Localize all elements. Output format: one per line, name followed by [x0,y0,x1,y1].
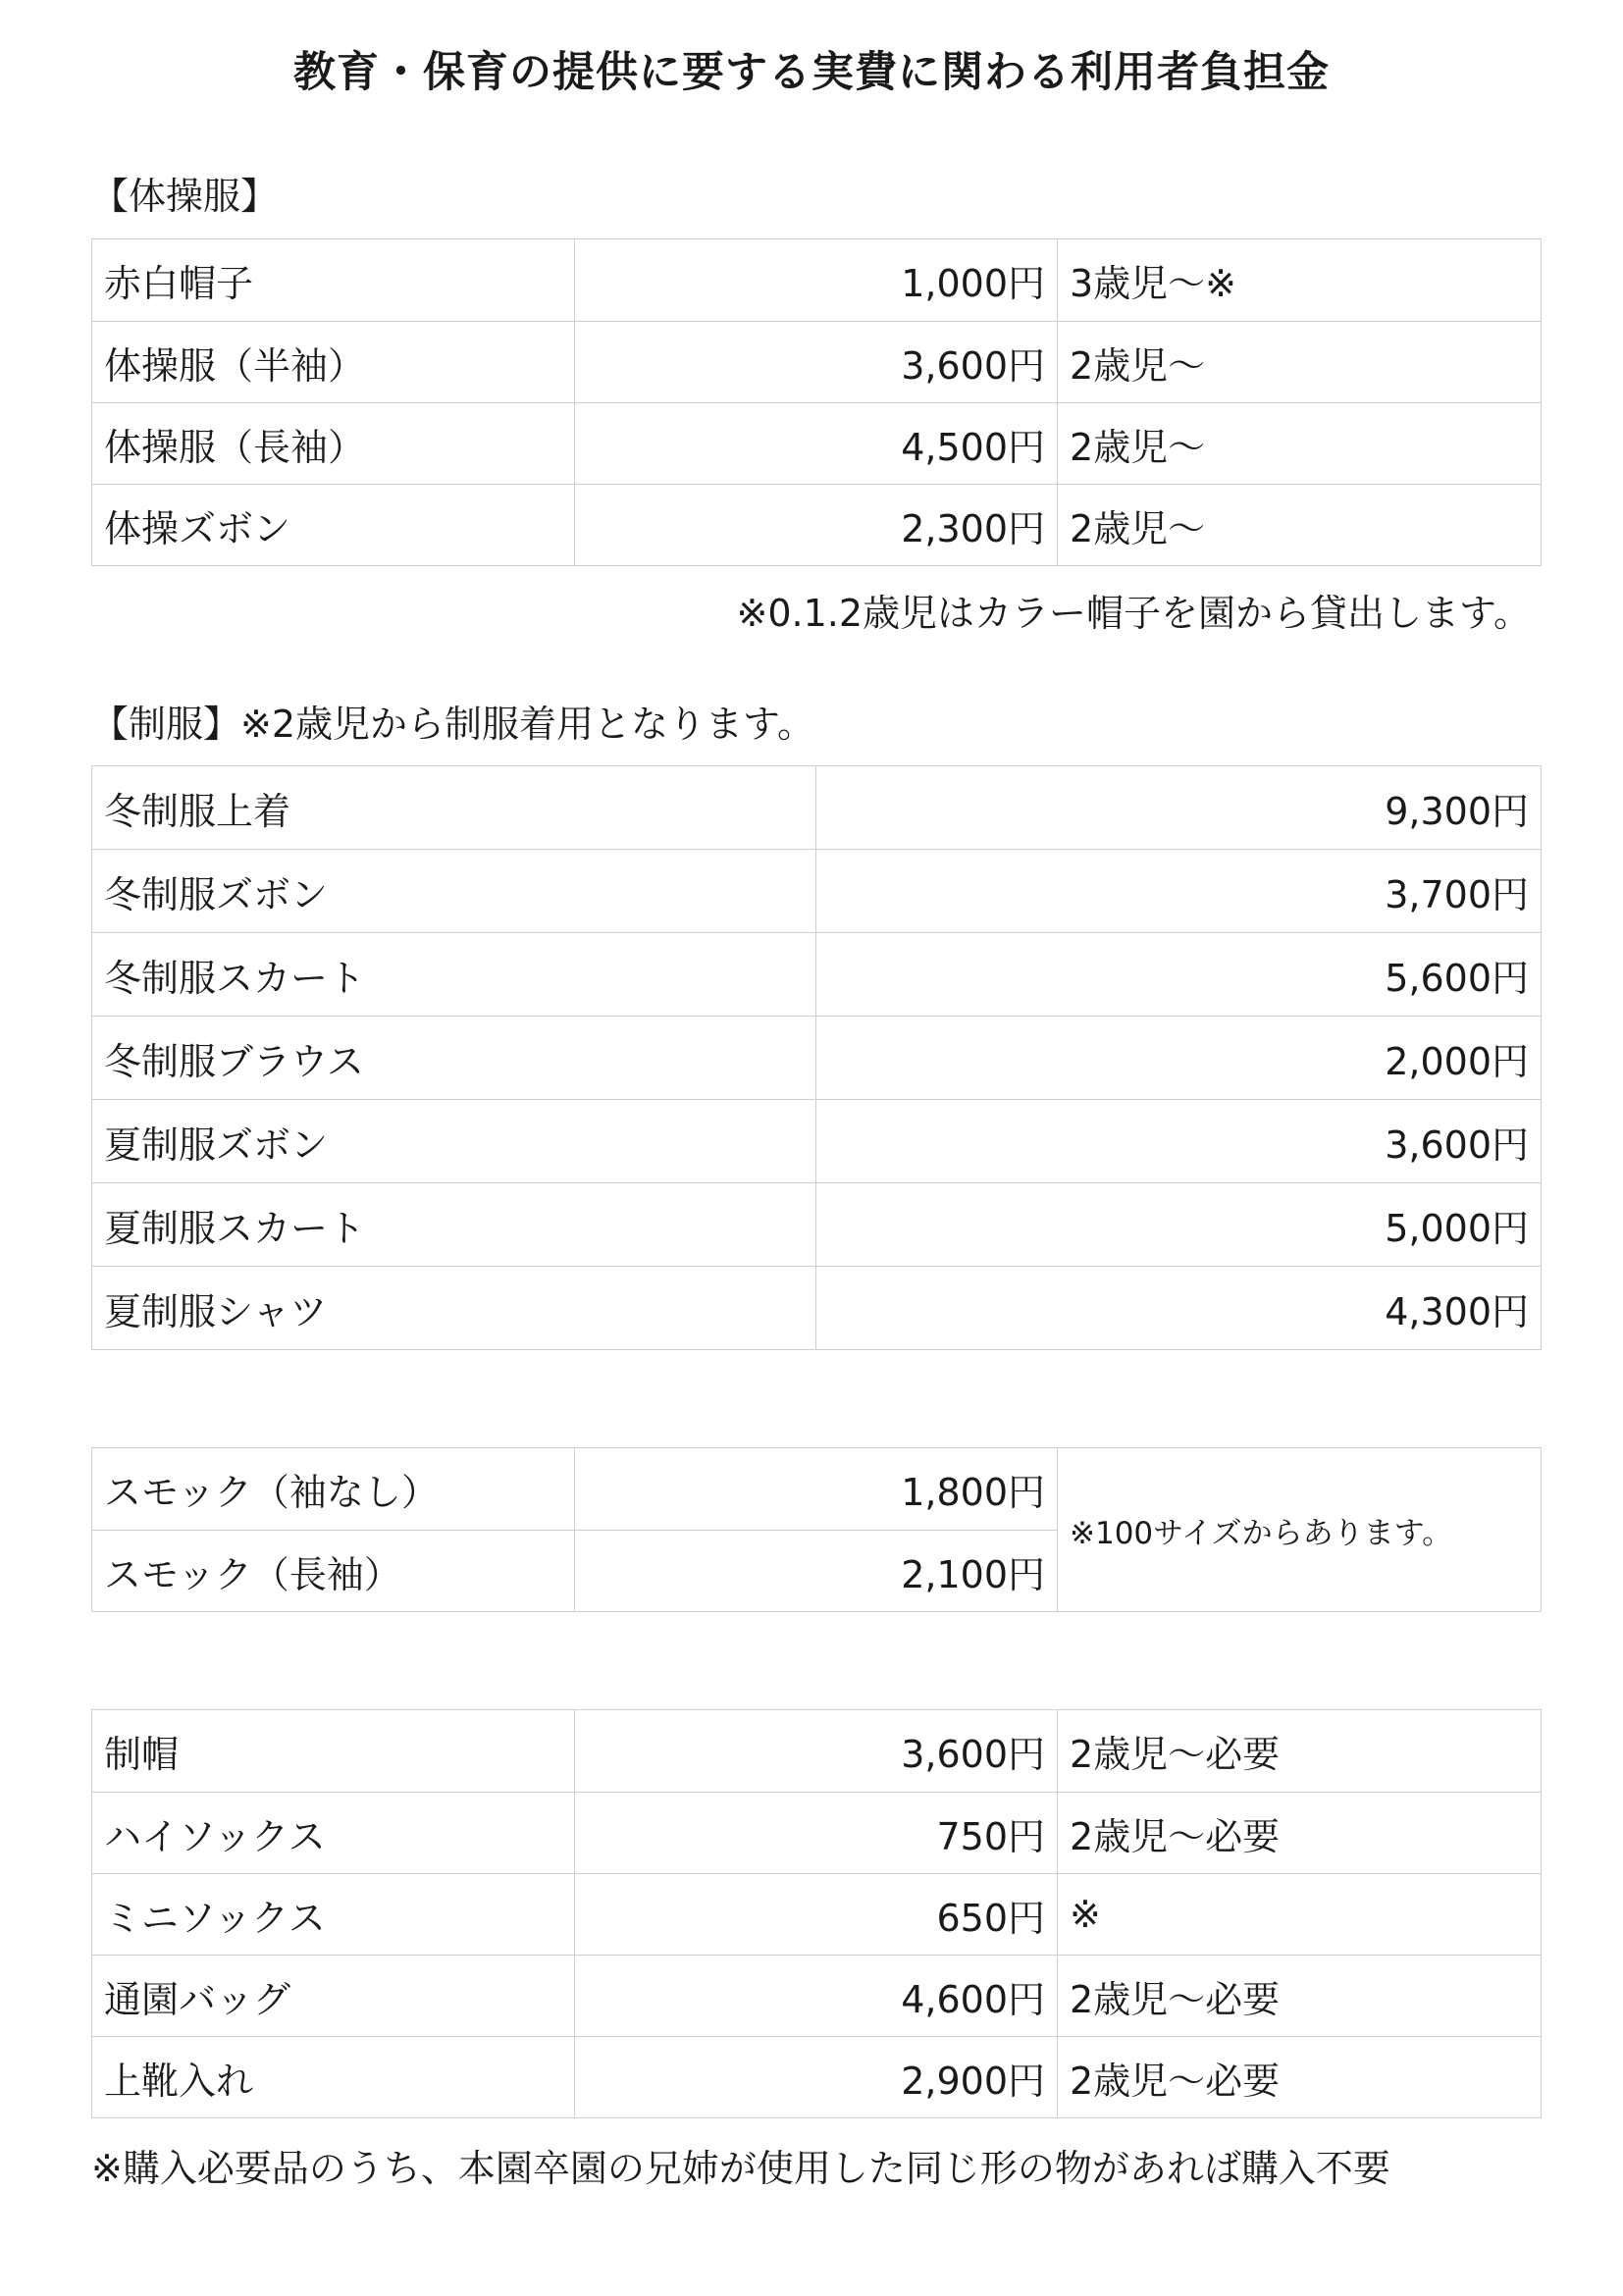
item-price: 3,600円 [575,322,1058,403]
item-price: 5,600円 [816,933,1542,1017]
uniform-section-heading: 【制服】※2歳児から制服着用となります。 [91,703,814,746]
item-note: 3歳児〜※ [1058,239,1542,322]
uniform-table [91,765,1542,1350]
table-row [92,485,1542,566]
item-price: 1,800円 [575,1448,1058,1531]
item-name: 冬制服スカート [92,933,816,1017]
other-items-table [91,1709,1542,2118]
table-row [92,1267,1542,1350]
item-name: スモック（長袖） [92,1531,575,1612]
purchase-footnote: ※購入必要品のうち、本園卒園の兄姉が使用した同じ形の物があれば購入不要 [91,2147,1390,2190]
item-name: 冬制服ブラウス [92,1017,816,1100]
table-row [92,1183,1542,1267]
item-note: 2歳児〜 [1058,485,1542,566]
item-price: 3,600円 [575,1710,1058,1793]
smock-size-note: ※100サイズからあります。 [1058,1448,1542,1612]
table-row [92,239,1542,322]
table-row [92,1017,1542,1100]
item-note: 2歳児〜 [1058,403,1542,485]
item-name: ミニソックス [92,1874,575,1956]
item-note: 2歳児〜 [1058,322,1542,403]
table-row [92,1710,1542,1793]
item-name: 冬制服上着 [92,766,816,850]
table-row [92,403,1542,485]
gym-section-heading: 【体操服】 [91,175,279,218]
item-note: 2歳児〜必要 [1058,1793,1542,1874]
item-name: 体操服（長袖） [92,403,575,485]
item-note: ※ [1058,1874,1542,1956]
item-price: 1,000円 [575,239,1058,322]
item-price: 4,300円 [816,1267,1542,1350]
item-price: 2,100円 [575,1531,1058,1612]
item-price: 4,500円 [575,403,1058,485]
item-name: 冬制服ズボン [92,850,816,933]
item-name: 通園バッグ [92,1956,575,2037]
item-price: 3,600円 [816,1100,1542,1183]
item-name: 制帽 [92,1710,575,1793]
item-name: 夏制服ズボン [92,1100,816,1183]
table-row [92,1793,1542,1874]
item-name: スモック（袖なし） [92,1448,575,1531]
table-row [92,322,1542,403]
item-price: 5,000円 [816,1183,1542,1267]
item-name: 体操ズボン [92,485,575,566]
table-row [92,2037,1542,2118]
gym-footnote: ※0.1.2歳児はカラー帽子を園から貸出します。 [736,592,1531,635]
item-name: 赤白帽子 [92,239,575,322]
item-note: 2歳児〜必要 [1058,1710,1542,1793]
item-price: 4,600円 [575,1956,1058,2037]
item-price: 2,300円 [575,485,1058,566]
item-price: 2,900円 [575,2037,1058,2118]
table-row [92,766,1542,850]
table-row [92,850,1542,933]
item-name: 夏制服シャツ [92,1267,816,1350]
item-note: 2歳児〜必要 [1058,2037,1542,2118]
item-name: 体操服（半袖） [92,322,575,403]
item-name: 上靴入れ [92,2037,575,2118]
table-row [92,1448,1542,1531]
item-note: 2歳児〜必要 [1058,1956,1542,2037]
item-price: 750円 [575,1793,1058,1874]
gym-table [91,238,1542,566]
table-row [92,1100,1542,1183]
table-row [92,933,1542,1017]
item-name: ハイソックス [92,1793,575,1874]
item-price: 2,000円 [816,1017,1542,1100]
item-price: 9,300円 [816,766,1542,850]
item-price: 3,700円 [816,850,1542,933]
table-row [92,1874,1542,1956]
smock-table [91,1447,1542,1612]
table-row [92,1956,1542,2037]
page-title: 教育・保育の提供に要する実費に関わる利用者負担金 [293,48,1330,97]
item-price: 650円 [575,1874,1058,1956]
item-name: 夏制服スカート [92,1183,816,1267]
